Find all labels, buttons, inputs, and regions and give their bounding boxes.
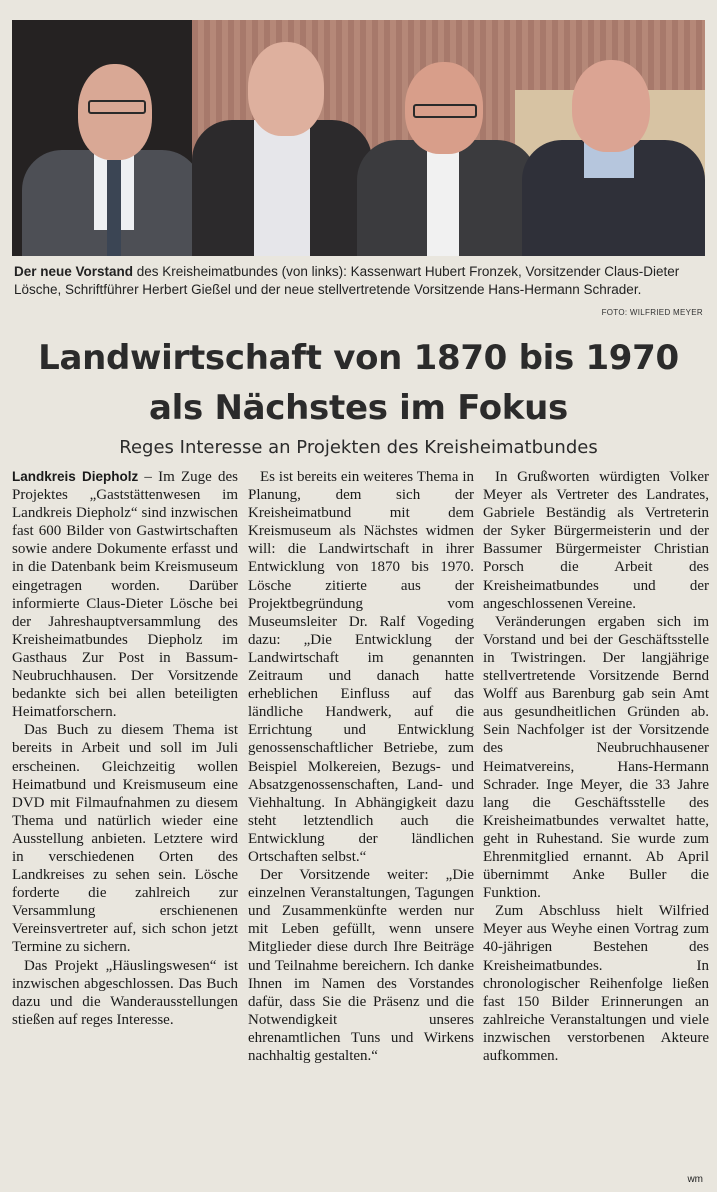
author-signature: wm (687, 1174, 703, 1185)
paragraph: Veränderungen ergaben sich im Vorstand und bei der Geschäftsstelle in Twistringen. Der langjährige stellvertretende Vorsitzende Bernd Wolff aus Barenburg gab sein Amt aus gesundheitlichen Gründen ab. Sein Nachfolger ist der Vorsitzende des Neubruchhausener Heimatvereins, Hans-Hermann Schrader. Inge Meyer, die 33 Jahre lang die Geschäftsstelle des Kreisheimatbundes verwaltet hatte, geht in Ruhestand. Sie wurde zum Ehrenmitglied ernannt. Ab April übernimmt Anke Buller die Funktion. (483, 613, 709, 902)
paragraph (12, 468, 238, 721)
paragraph: Das Buch zu diesem Thema ist bereits in Arbeit und soll im Juli erscheinen. Gleichzeitig wollen Heimatbund und Kreismuseum eine DVD mit Filmaufnahmen zu diesem Thema und natürlich wieder eine Ausstellung anbieten. Letztere wird in verschiedenen Orten des Landkreises zu sehen sein. Lösche forderte die zahlreich zur Versammlung erschienenen Vereinsvertreter auf, sich schon jetzt Termine zu sichern. (12, 722, 238, 956)
person-3 (357, 20, 537, 256)
paragraph-text: – Im Zuge des Projektes „Gaststättenwesen im Landkreis Diepholz“ sind inzwischen fast 600 Bilder von Gastwirtschaften sowie andere Dokumente erfasst und in die Datenbank beim Kreismuseum eingetragen worden. Darüber informierte Claus-Dieter Lösche bei der Jahreshauptversammlung des Kreisheimatbundes Diepholz im Gasthaus Zur Post in Bassum-Neubruchhausen. Der Vorsitzende bedankte sich bei allen beteiligten Heimatforschern. (12, 469, 238, 721)
caption-lead: Der neue Vorstand (14, 264, 134, 279)
photo-caption (14, 263, 704, 299)
paragraph: In Grußworten würdigten Volker Meyer als Vertreter des Landrates, Gabriele Beständig als Vertreterin der Syker Bürgermeisterin und der Bassumer Bürgermeister Christian Porsch die Arbeit des Kreisheimatbundes und der angeschlossenen Vereine. (483, 469, 709, 612)
article-column-3 (483, 468, 709, 1065)
person-1 (22, 20, 202, 256)
paragraph: Es ist bereits ein weiteres Thema in Planung, dem sich der Kreisheimatbund mit dem Kreismuseum als Nächstes widmen will: die Landwirtschaft in ihrer Entwicklung von 1870 bis 1970. Lösche zitierte aus der Projektbegründung vom Museumsleiter Dr. Ralf Vogeding dazu: „Die Entwicklung der Landwirtschaft im genannten Zeitraum und danach hatte erheblichen Einfluss auf das ländliche Handwerk, auf die Errichtung und Entwicklung genossenschaftlicher Betriebe, zum Beispiel Molkereien, Bezugs- und Absatzgenossenschaften, Land- und Viehhaltung. In Abhängigkeit dazu steht letztendlich auch die Entwicklung der ländlichen Ortschaften selbst.“ (248, 469, 474, 865)
caption-text: des Kreisheimatbundes (von links): Kassenwart Hubert Fronzek, Vorsitzender Claus-Dieter Lösche, Schriftführer Herbert Gießel und der neue stellvertretende Vorsitzende Hans-Hermann Schrader. (14, 264, 680, 297)
headline-line-1: Landwirtschaft von 1870 bis 1970 (38, 338, 679, 378)
person-4 (522, 20, 705, 256)
article-column-2 (248, 468, 474, 1065)
photo-credit: FOTO: WILFRIED MEYER (601, 308, 703, 317)
group-photo (12, 20, 705, 256)
headline-line-2: als Nächstes im Fokus (149, 388, 568, 428)
article-column-1 (12, 468, 238, 1029)
person-2 (192, 20, 372, 256)
paragraph: Das Projekt „Häuslingswesen“ ist inzwischen abgeschlossen. Das Buch dazu und die Wanderausstellungen stießen auf reges Interesse. (12, 957, 238, 1028)
subheadline: Reges Interesse an Projekten des Kreisheimatbundes (119, 437, 598, 458)
paragraph: Zum Abschluss hielt Wilfried Meyer aus Weyhe einen Vortrag zum 40-jährigen Bestehen des Kreisheimatbundes. In chronologischer Reihenfolge ließen fast 150 Bilder Erinnerungen an zahlreiche Veranstaltungen und viele inzwischen verstorbenen Akteure aufkommen. (483, 903, 709, 1064)
dateline: Landkreis Diepholz (12, 469, 139, 484)
paragraph: Der Vorsitzende weiter: „Die einzelnen Veranstaltungen, Tagungen und Zusammenkünfte werden nur mit Leben gefüllt, wenn unsere Mitglieder diese durch Ihre Beiträge und Teilnahme bereichern. Ich danke Ihnen im Namen des Vorstandes dafür, dass Sie die Präsenz und die Notwendigkeit unseres ehrenamtlichen Tuns und Wirkens nachhaltig gestalten.“ (248, 867, 474, 1064)
